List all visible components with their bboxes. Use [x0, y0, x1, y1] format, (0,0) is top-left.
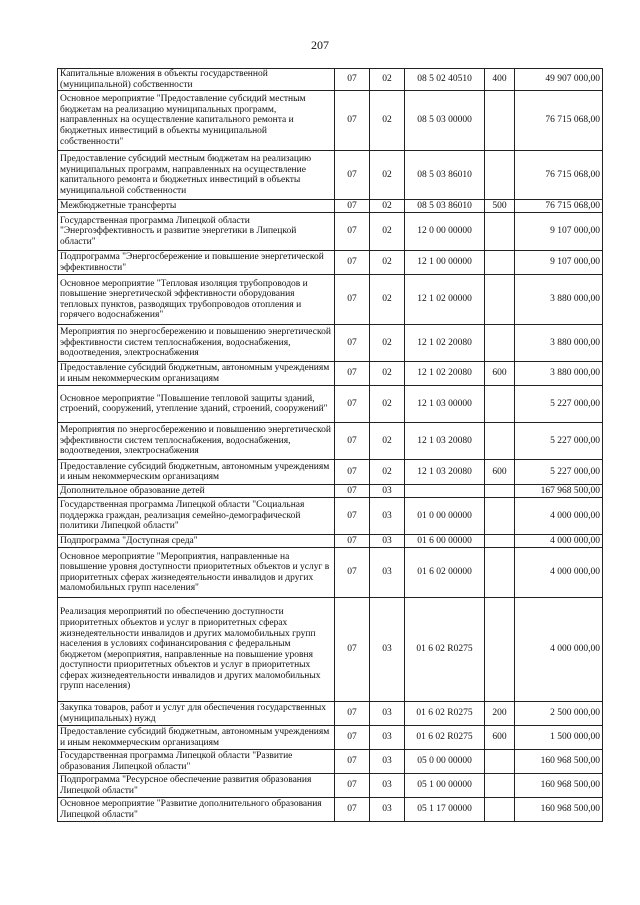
row-name: Дополнительное образование детей [58, 485, 335, 498]
row-sum: 76 715 068,00 [515, 91, 603, 151]
row-razdel: 03 [370, 485, 405, 498]
row-ved: 07 [335, 726, 370, 750]
row-razdel: 03 [370, 702, 405, 726]
row-name: Реализация мероприятий по обеспечению доступности приоритетных объектов и услуг в приоритетных сферах жизнедеятельности инвалидов и других маломобильных групп населения в условиях софинансирования с федеральным бюджетом (мероприятия, направленные на повышение уровня доступности приоритетных объектов и услуг в приоритетных сферах жизнедеятельности инвалидов и других маломобильных групп населения) [58, 598, 335, 702]
row-ved: 07 [335, 151, 370, 200]
row-sum: 76 715 068,00 [515, 151, 603, 200]
row-razdel: 02 [370, 423, 405, 460]
row-sum: 3 880 000,00 [515, 362, 603, 386]
row-ved: 07 [335, 498, 370, 535]
table-row [58, 535, 603, 548]
row-csr: 01 6 02 R0275 [405, 726, 485, 750]
table-row [58, 91, 603, 151]
row-name: Основное мероприятие "Мероприятия, направленные на повышение уровня доступности приоритетных объектов и услуг в приоритетных сферах жизнедеятельности инвалидов и других маломобильных групп населения" [58, 548, 335, 598]
row-name: Мероприятия по энергосбережению и повышению энергетической эффективности систем теплоснабжения, водоснабжения, водоотведения, электроснабжения [58, 325, 335, 362]
row-name: Основное мероприятие "Развитие дополнительного образования Липецкой области" [58, 798, 335, 822]
row-csr: 01 0 00 00000 [405, 498, 485, 535]
row-csr: 08 5 03 86010 [405, 200, 485, 213]
row-vr [485, 750, 515, 774]
table-row [58, 386, 603, 423]
row-razdel: 02 [370, 91, 405, 151]
table-row [58, 325, 603, 362]
row-csr: 12 1 03 20080 [405, 423, 485, 460]
row-csr: 12 1 02 00000 [405, 275, 485, 325]
row-razdel: 02 [370, 213, 405, 251]
row-name: Предоставление субсидий бюджетным, автономным учреждениям и иным некоммерческим организациям [58, 362, 335, 386]
row-csr: 12 1 03 00000 [405, 386, 485, 423]
row-name: Основное мероприятие "Тепловая изоляция трубопроводов и повышение энергетической эффективности оборудования тепловых пунктов, разводящих трубопроводов отопления и горячего водоснабжения" [58, 275, 335, 325]
row-sum: 4 000 000,00 [515, 535, 603, 548]
row-sum: 9 107 000,00 [515, 213, 603, 251]
row-ved: 07 [335, 460, 370, 485]
row-ved: 07 [335, 485, 370, 498]
table-row [58, 498, 603, 535]
row-csr: 12 1 02 20080 [405, 325, 485, 362]
table-row [58, 423, 603, 460]
row-vr: 200 [485, 702, 515, 726]
row-vr: 500 [485, 200, 515, 213]
budget-table [57, 68, 603, 822]
row-vr [485, 275, 515, 325]
row-name: Закупка товаров, работ и услуг для обеспечения государственных (муниципальных) нужд [58, 702, 335, 726]
row-ved: 07 [335, 774, 370, 798]
row-razdel: 03 [370, 498, 405, 535]
row-razdel: 03 [370, 535, 405, 548]
row-sum: 160 968 500,00 [515, 750, 603, 774]
row-name: Подпрограмма "Доступная среда" [58, 535, 335, 548]
table-row [58, 151, 603, 200]
row-razdel: 03 [370, 598, 405, 702]
row-razdel: 03 [370, 750, 405, 774]
row-vr [485, 485, 515, 498]
row-csr: 01 6 02 R0275 [405, 702, 485, 726]
row-name: Предоставление субсидий местным бюджетам на реализацию муниципальных программ, направленных на осуществление капитального ремонта и бюджетных инвестиций в объекты муниципальной собственности [58, 151, 335, 200]
row-sum: 4 000 000,00 [515, 548, 603, 598]
row-razdel: 03 [370, 726, 405, 750]
table-row [58, 726, 603, 750]
row-name: Мероприятия по энергосбережению и повышению энергетической эффективности систем теплоснабжения, водоснабжения, водоотведения, электроснабжения [58, 423, 335, 460]
row-razdel: 03 [370, 798, 405, 822]
row-ved: 07 [335, 251, 370, 275]
row-csr: 12 1 03 20080 [405, 460, 485, 485]
row-vr [485, 423, 515, 460]
table-row [58, 69, 603, 91]
table-row [58, 702, 603, 726]
row-razdel: 02 [370, 275, 405, 325]
row-ved: 07 [335, 386, 370, 423]
row-vr [485, 213, 515, 251]
row-csr: 05 1 17 00000 [405, 798, 485, 822]
row-sum: 160 968 500,00 [515, 774, 603, 798]
row-csr: 08 5 03 00000 [405, 91, 485, 151]
row-csr: 12 0 00 00000 [405, 213, 485, 251]
row-csr: 01 6 00 00000 [405, 535, 485, 548]
row-vr: 600 [485, 460, 515, 485]
row-name: Капитальные вложения в объекты государственной (муниципальной) собственности [58, 69, 335, 91]
row-ved: 07 [335, 362, 370, 386]
row-vr [485, 548, 515, 598]
row-razdel: 02 [370, 251, 405, 275]
row-name: Государственная программа Липецкой области "Развитие образования Липецкой области" [58, 750, 335, 774]
row-razdel: 02 [370, 200, 405, 213]
row-ved: 07 [335, 213, 370, 251]
row-csr: 01 6 02 R0275 [405, 598, 485, 702]
table-row [58, 750, 603, 774]
row-ved: 07 [335, 69, 370, 91]
row-sum: 2 500 000,00 [515, 702, 603, 726]
row-vr [485, 386, 515, 423]
row-sum: 3 880 000,00 [515, 275, 603, 325]
row-vr [485, 151, 515, 200]
row-razdel: 02 [370, 362, 405, 386]
row-name: Подпрограмма "Ресурсное обеспечение развития образования Липецкой области" [58, 774, 335, 798]
row-csr: 12 1 00 00000 [405, 251, 485, 275]
table-row [58, 548, 603, 598]
row-sum: 9 107 000,00 [515, 251, 603, 275]
page-number: 207 [311, 38, 329, 52]
row-sum: 160 968 500,00 [515, 798, 603, 822]
row-vr: 400 [485, 69, 515, 91]
row-ved: 07 [335, 423, 370, 460]
row-sum: 5 227 000,00 [515, 460, 603, 485]
row-sum: 5 227 000,00 [515, 386, 603, 423]
row-csr: 08 5 03 86010 [405, 151, 485, 200]
row-razdel: 03 [370, 774, 405, 798]
row-name: Подпрограмма "Энергосбережение и повышение энергетической эффективности" [58, 251, 335, 275]
row-name: Государственная программа Липецкой области "Энергоэффективность и развитие энергетики в Липецкой области" [58, 213, 335, 251]
row-ved: 07 [335, 325, 370, 362]
row-ved: 07 [335, 548, 370, 598]
row-razdel: 02 [370, 325, 405, 362]
row-csr: 12 1 02 20080 [405, 362, 485, 386]
row-ved: 07 [335, 275, 370, 325]
row-vr [485, 774, 515, 798]
row-sum: 1 500 000,00 [515, 726, 603, 750]
table-row [58, 275, 603, 325]
row-ved: 07 [335, 598, 370, 702]
row-sum: 3 880 000,00 [515, 325, 603, 362]
table-row [58, 774, 603, 798]
row-sum: 49 907 000,00 [515, 69, 603, 91]
table-row [58, 213, 603, 251]
row-ved: 07 [335, 535, 370, 548]
row-name: Основное мероприятие "Предоставление субсидий местным бюджетам на реализацию муниципальных программ, направленных на осуществление капитального ремонта и бюджетных инвестиций в объекты муниципальной собственности" [58, 91, 335, 151]
row-ved: 07 [335, 91, 370, 151]
row-razdel: 02 [370, 69, 405, 91]
row-vr [485, 91, 515, 151]
row-csr [405, 485, 485, 498]
table-row [58, 485, 603, 498]
row-vr [485, 251, 515, 275]
row-vr [485, 325, 515, 362]
row-vr [485, 798, 515, 822]
row-csr: 01 6 02 00000 [405, 548, 485, 598]
row-vr [485, 498, 515, 535]
row-sum: 167 968 500,00 [515, 485, 603, 498]
row-razdel: 03 [370, 548, 405, 598]
row-vr: 600 [485, 726, 515, 750]
row-vr [485, 535, 515, 548]
row-ved: 07 [335, 798, 370, 822]
row-name: Государственная программа Липецкой области "Социальная поддержка граждан, реализация семейно-демографической политики Липецкой области" [58, 498, 335, 535]
row-vr [485, 598, 515, 702]
row-name: Предоставление субсидий бюджетным, автономным учреждениям и иным некоммерческим организациям [58, 726, 335, 750]
row-razdel: 02 [370, 386, 405, 423]
row-csr: 05 1 00 00000 [405, 774, 485, 798]
row-name: Межбюджетные трансферты [58, 200, 335, 213]
table-row [58, 251, 603, 275]
row-name: Основное мероприятие "Повышение тепловой защиты зданий, строений, сооружений, утепление зданий, строений, сооружений" [58, 386, 335, 423]
row-csr: 05 0 00 00000 [405, 750, 485, 774]
row-ved: 07 [335, 200, 370, 213]
row-sum: 4 000 000,00 [515, 498, 603, 535]
table-row [58, 460, 603, 485]
row-vr: 600 [485, 362, 515, 386]
row-razdel: 02 [370, 151, 405, 200]
row-name: Предоставление субсидий бюджетным, автономным учреждениям и иным некоммерческим организациям [58, 460, 335, 485]
budget-table-body [58, 69, 603, 822]
row-sum: 76 715 068,00 [515, 200, 603, 213]
row-sum: 4 000 000,00 [515, 598, 603, 702]
row-csr: 08 5 02 40510 [405, 69, 485, 91]
table-row [58, 200, 603, 213]
row-ved: 07 [335, 750, 370, 774]
row-razdel: 02 [370, 460, 405, 485]
row-ved: 07 [335, 702, 370, 726]
table-row [58, 798, 603, 822]
table-row [58, 598, 603, 702]
table-row [58, 362, 603, 386]
row-sum: 5 227 000,00 [515, 423, 603, 460]
